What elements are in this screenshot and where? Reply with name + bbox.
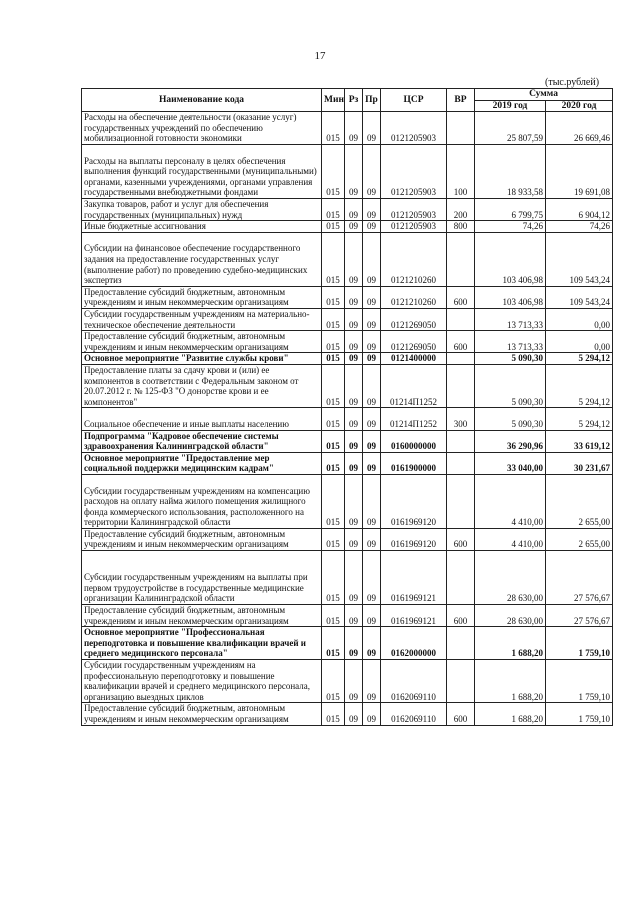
cell-name: Предоставление субсидий бюджетным, автономным учреждениям и иным некоммерческим организациям: [82, 703, 322, 725]
units-label: (тыс.рублей): [545, 77, 600, 88]
cell-name: Субсидии государственным учреждениям на профессиональную переподготовку и повышение квалификации врачей и среднего медицинского персонала, организацию выездных циклов: [82, 660, 322, 703]
header-2019: 2019 год: [475, 100, 546, 112]
table-row: [82, 286, 613, 308]
cell-rz: 09: [345, 551, 363, 605]
cell-vr: 200: [447, 198, 475, 220]
cell-pr: 09: [363, 528, 381, 550]
cell-name: Субсидии государственным учреждениям на материально-техническое обеспечение деятельности: [82, 308, 322, 330]
cell-rz: 09: [345, 660, 363, 703]
cell-rz: 09: [345, 627, 363, 660]
cell-2020: 33 619,12: [546, 430, 613, 452]
table-row: [82, 430, 613, 452]
header-2020: 2020 год: [546, 100, 613, 112]
cell-min: 015: [322, 144, 345, 198]
cell-csr: 0121269050: [381, 331, 447, 353]
cell-name: Иные бюджетные ассигнования: [82, 221, 322, 233]
cell-rz: 09: [345, 198, 363, 220]
cell-rz: 09: [345, 232, 363, 286]
cell-vr: 600: [447, 331, 475, 353]
cell-2019: 4 410,00: [475, 528, 546, 550]
cell-csr: 0121205903: [381, 112, 447, 145]
cell-2020: 19 691,08: [546, 144, 613, 198]
cell-min: 015: [322, 221, 345, 233]
cell-2020: 5 294,12: [546, 364, 613, 407]
header-min: Мин: [322, 89, 345, 112]
cell-csr: 01214П1252: [381, 408, 447, 430]
cell-2019: 4 410,00: [475, 474, 546, 528]
cell-2019: 6 799,75: [475, 198, 546, 220]
table-row: [82, 364, 613, 407]
cell-name: Закупка товаров, работ и услуг для обеспечения государственных (муниципальных) нужд: [82, 198, 322, 220]
cell-2020: 2 655,00: [546, 528, 613, 550]
cell-min: 015: [322, 364, 345, 407]
cell-pr: 09: [363, 112, 381, 145]
cell-name: Предоставление субсидий бюджетным, автономным учреждениям и иным некоммерческим организациям: [82, 286, 322, 308]
cell-pr: 09: [363, 144, 381, 198]
cell-min: 015: [322, 308, 345, 330]
cell-name: Субсидии государственным учреждениям на выплаты при первом трудоустройстве в государственные медицинские организации Калининградской области: [82, 551, 322, 605]
cell-2020: 1 759,10: [546, 627, 613, 660]
cell-2020: 27 576,67: [546, 551, 613, 605]
cell-rz: 09: [345, 408, 363, 430]
cell-min: 015: [322, 605, 345, 627]
budget-table: [81, 88, 613, 726]
page-number: 17: [314, 50, 326, 62]
cell-csr: 0121210260: [381, 286, 447, 308]
cell-2020: 2 655,00: [546, 474, 613, 528]
cell-pr: 09: [363, 551, 381, 605]
table-row: [82, 551, 613, 605]
table-row: [82, 703, 613, 725]
cell-2020: 1 759,10: [546, 703, 613, 725]
cell-pr: 09: [363, 364, 381, 407]
cell-vr: [447, 353, 475, 365]
cell-rz: 09: [345, 144, 363, 198]
cell-rz: 09: [345, 528, 363, 550]
table-row: [82, 528, 613, 550]
cell-name: Субсидии на финансовое обеспечение государственного задания на предоставление государственных услуг (выполнение работ) по проведению судебно-медицинских экспертиз: [82, 232, 322, 286]
cell-csr: 0162000000: [381, 627, 447, 660]
cell-pr: 09: [363, 474, 381, 528]
table-row: [82, 112, 613, 145]
cell-name: Предоставление субсидий бюджетным, автономным учреждениям и иным некоммерческим организациям: [82, 605, 322, 627]
header-vr: ВР: [447, 89, 475, 112]
cell-2019: 5 090,30: [475, 364, 546, 407]
cell-csr: 0160000000: [381, 430, 447, 452]
cell-name: Основное мероприятие "Развитие службы крови": [82, 353, 322, 365]
table-row: [82, 627, 613, 660]
table-row: [82, 232, 613, 286]
cell-min: 015: [322, 286, 345, 308]
cell-2020: 74,26: [546, 221, 613, 233]
cell-pr: 09: [363, 408, 381, 430]
cell-csr: 0161969121: [381, 605, 447, 627]
cell-csr: 0121205903: [381, 144, 447, 198]
cell-name: Предоставление платы за сдачу крови и (или) ее компонентов в соответствии с Федеральным законом от 20.07.2012 г. № 125-ФЗ "О донорстве крови и ее компонентов": [82, 364, 322, 407]
cell-min: 015: [322, 703, 345, 725]
cell-name: Предоставление субсидий бюджетным, автономным учреждениям и иным некоммерческим организациям: [82, 331, 322, 353]
cell-name: Расходы на выплаты персоналу в целях обеспечения выполнения функций государственными (муниципальными) органами, казенными учреждениями, органами управления государственными внебюджетными фондами: [82, 144, 322, 198]
cell-pr: 09: [363, 605, 381, 627]
cell-vr: [447, 430, 475, 452]
cell-min: 015: [322, 353, 345, 365]
table-row: [82, 144, 613, 198]
table-row: [82, 408, 613, 430]
cell-2019: 74,26: [475, 221, 546, 233]
cell-min: 015: [322, 112, 345, 145]
table-row: [82, 660, 613, 703]
table-row: [82, 221, 613, 233]
cell-vr: [447, 452, 475, 474]
cell-name: Расходы на обеспечение деятельности (оказание услуг) государственных учреждений по обеспечению мобилизационной готовности экономики: [82, 112, 322, 145]
cell-2020: 6 904,12: [546, 198, 613, 220]
cell-2020: 0,00: [546, 308, 613, 330]
header-rz: Рз: [345, 89, 363, 112]
table-row: [82, 605, 613, 627]
table-row: [82, 474, 613, 528]
cell-rz: 09: [345, 112, 363, 145]
cell-vr: 300: [447, 408, 475, 430]
cell-pr: 09: [363, 232, 381, 286]
cell-rz: 09: [345, 221, 363, 233]
cell-csr: 0121205903: [381, 221, 447, 233]
cell-2020: 109 543,24: [546, 232, 613, 286]
cell-vr: [447, 112, 475, 145]
cell-pr: 09: [363, 353, 381, 365]
cell-rz: 09: [345, 364, 363, 407]
cell-min: 015: [322, 408, 345, 430]
cell-2019: 25 807,59: [475, 112, 546, 145]
cell-vr: [447, 627, 475, 660]
cell-2020: 30 231,67: [546, 452, 613, 474]
cell-pr: 09: [363, 308, 381, 330]
cell-2019: 1 688,20: [475, 660, 546, 703]
cell-rz: 09: [345, 308, 363, 330]
cell-csr: 0161969120: [381, 528, 447, 550]
cell-min: 015: [322, 528, 345, 550]
cell-csr: 0161900000: [381, 452, 447, 474]
cell-vr: [447, 551, 475, 605]
cell-vr: 100: [447, 144, 475, 198]
cell-rz: 09: [345, 452, 363, 474]
table-row: [82, 452, 613, 474]
cell-name: Социальное обеспечение и иные выплаты населению: [82, 408, 322, 430]
cell-vr: [447, 308, 475, 330]
cell-2019: 5 090,30: [475, 353, 546, 365]
table-row: [82, 331, 613, 353]
cell-2020: 5 294,12: [546, 353, 613, 365]
cell-min: 015: [322, 660, 345, 703]
header-pr: Пр: [363, 89, 381, 112]
cell-2019: 103 406,98: [475, 232, 546, 286]
cell-csr: 0121205903: [381, 198, 447, 220]
cell-pr: 09: [363, 430, 381, 452]
cell-min: 015: [322, 474, 345, 528]
cell-rz: 09: [345, 286, 363, 308]
header-sum: Сумма: [475, 89, 613, 101]
cell-rz: 09: [345, 331, 363, 353]
cell-min: 015: [322, 331, 345, 353]
cell-vr: 600: [447, 528, 475, 550]
cell-min: 015: [322, 430, 345, 452]
cell-name: Предоставление субсидий бюджетным, автономным учреждениям и иным некоммерческим организациям: [82, 528, 322, 550]
cell-2019: 5 090,30: [475, 408, 546, 430]
cell-name: Основное мероприятие "Профессиональная переподготовка и повышение квалификации врачей и среднего медицинского персонала": [82, 627, 322, 660]
cell-2020: 26 669,46: [546, 112, 613, 145]
cell-pr: 09: [363, 221, 381, 233]
cell-min: 015: [322, 627, 345, 660]
cell-name: Основное мероприятие "Предоставление мер социальной поддержки медицинским кадрам": [82, 452, 322, 474]
cell-rz: 09: [345, 474, 363, 528]
cell-pr: 09: [363, 627, 381, 660]
cell-pr: 09: [363, 198, 381, 220]
cell-name: Субсидии государственным учреждениям на компенсацию расходов на оплату найма жилого помещения жилищного фонда коммерческого использования, расположенного на территории Калининградской области: [82, 474, 322, 528]
cell-2020: 27 576,67: [546, 605, 613, 627]
cell-2019: 28 630,00: [475, 551, 546, 605]
cell-vr: 600: [447, 605, 475, 627]
cell-2020: 5 294,12: [546, 408, 613, 430]
cell-csr: 0121400000: [381, 353, 447, 365]
cell-2019: 13 713,33: [475, 331, 546, 353]
cell-2019: 28 630,00: [475, 605, 546, 627]
cell-pr: 09: [363, 286, 381, 308]
cell-pr: 09: [363, 703, 381, 725]
cell-2019: 103 406,98: [475, 286, 546, 308]
cell-min: 015: [322, 452, 345, 474]
header-name: Наименование кода: [82, 89, 322, 112]
table-row: [82, 353, 613, 365]
cell-min: 015: [322, 198, 345, 220]
cell-2019: 36 290,96: [475, 430, 546, 452]
cell-vr: [447, 660, 475, 703]
cell-2019: 33 040,00: [475, 452, 546, 474]
table-row: [82, 308, 613, 330]
cell-csr: 0161969121: [381, 551, 447, 605]
cell-pr: 09: [363, 452, 381, 474]
cell-csr: 0162069110: [381, 703, 447, 725]
cell-vr: 800: [447, 221, 475, 233]
cell-2020: 0,00: [546, 331, 613, 353]
cell-vr: [447, 474, 475, 528]
table-header: [82, 89, 613, 112]
cell-rz: 09: [345, 353, 363, 365]
cell-rz: 09: [345, 703, 363, 725]
cell-pr: 09: [363, 331, 381, 353]
cell-2019: 1 688,20: [475, 703, 546, 725]
cell-csr: 01214П1252: [381, 364, 447, 407]
cell-pr: 09: [363, 660, 381, 703]
cell-csr: 0161969120: [381, 474, 447, 528]
cell-2019: 1 688,20: [475, 627, 546, 660]
cell-csr: 0121210260: [381, 232, 447, 286]
cell-min: 015: [322, 232, 345, 286]
cell-min: 015: [322, 551, 345, 605]
table-row: [82, 198, 613, 220]
cell-2020: 109 543,24: [546, 286, 613, 308]
cell-2019: 13 713,33: [475, 308, 546, 330]
cell-vr: [447, 364, 475, 407]
cell-csr: 0162069110: [381, 660, 447, 703]
cell-rz: 09: [345, 605, 363, 627]
cell-name: Подпрограмма "Кадровое обеспечение системы здравоохранения Калининградской области": [82, 430, 322, 452]
cell-vr: 600: [447, 703, 475, 725]
cell-vr: 600: [447, 286, 475, 308]
table-body: [82, 112, 613, 725]
cell-csr: 0121269050: [381, 308, 447, 330]
header-csr: ЦСР: [381, 89, 447, 112]
cell-rz: 09: [345, 430, 363, 452]
cell-2020: 1 759,10: [546, 660, 613, 703]
cell-2019: 18 933,58: [475, 144, 546, 198]
cell-vr: [447, 232, 475, 286]
